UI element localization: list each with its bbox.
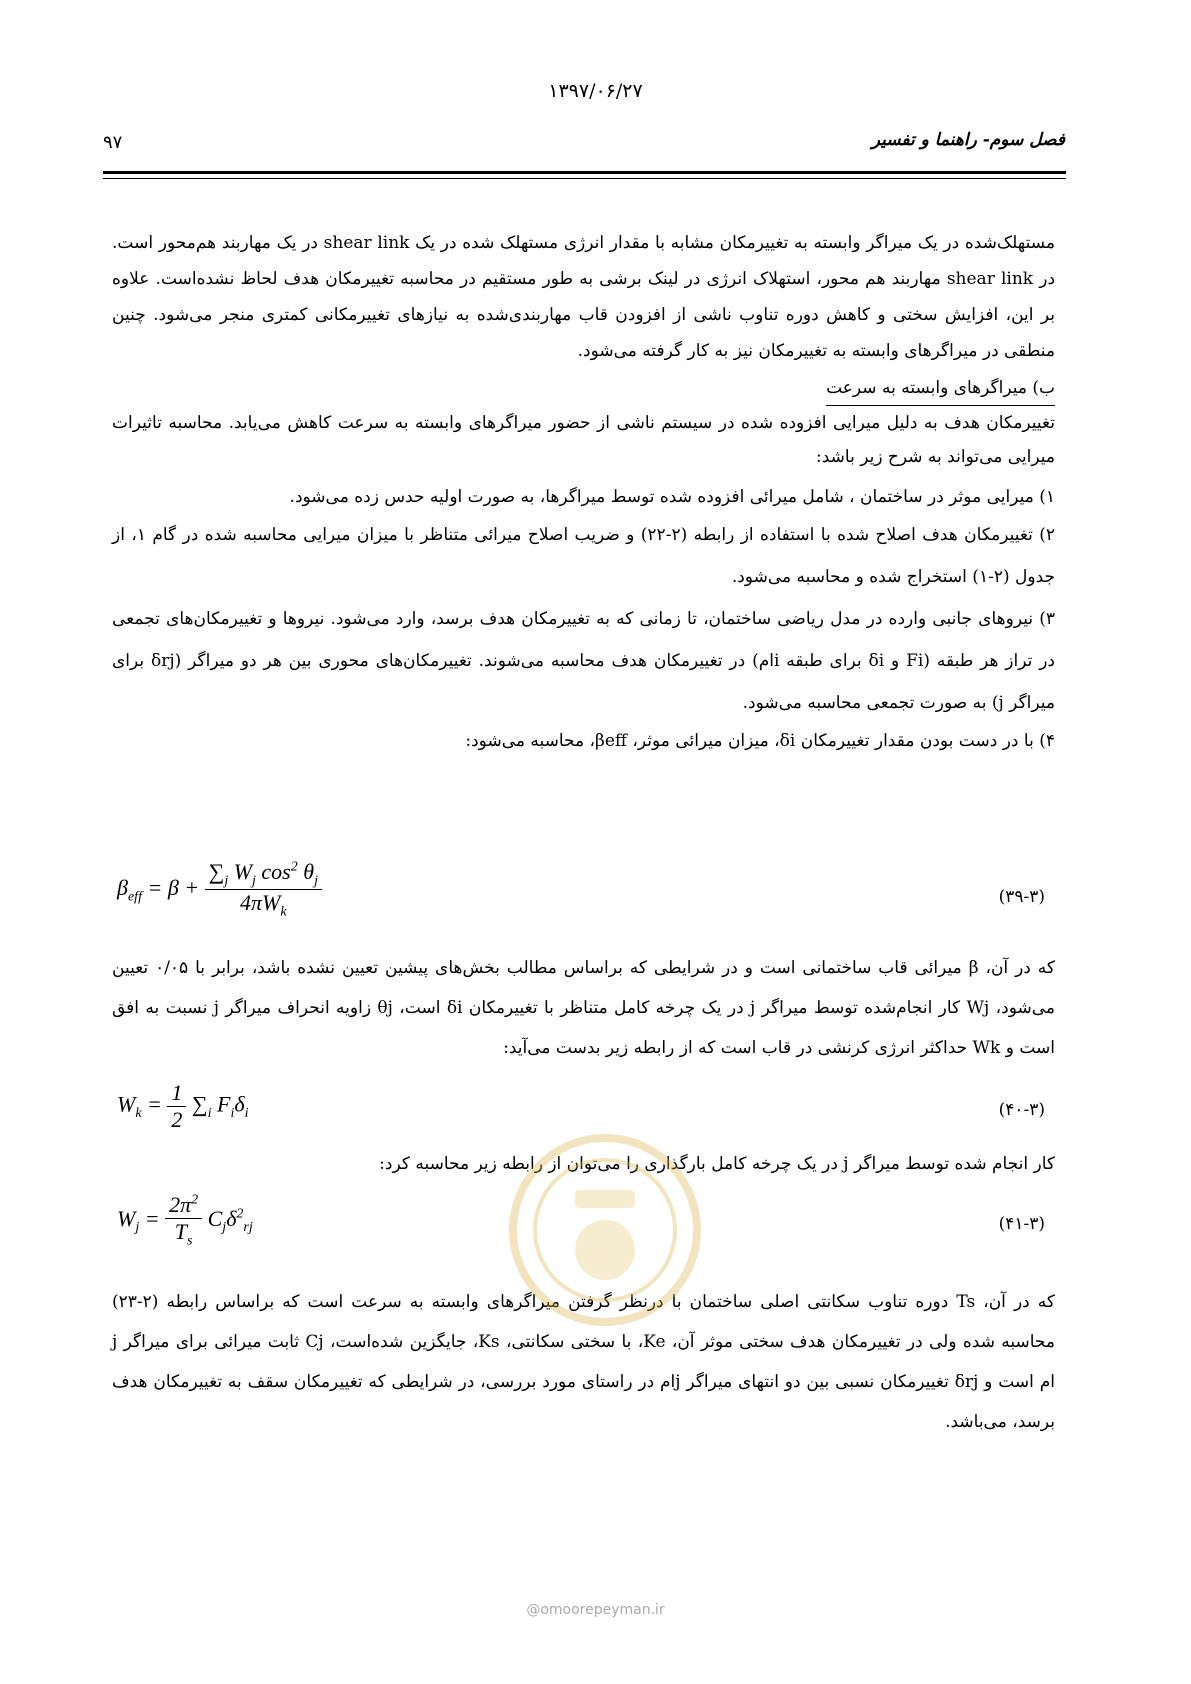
watermark-url: @omoorepeyman.ir <box>526 1602 665 1618</box>
step-2: ۲) تغییرمکان هدف اصلاح شده با استفاده از رابطه (۲-۲۲) و ضریب اصلاح میرائی متناظر با میزان میرایی محاسبه شده در گام ۱، از جدول (۲-۱) استخراج شده و محاسبه می‌شود. <box>112 525 1055 587</box>
paragraph-2: تغییرمکان هدف به دلیل میرایی افزوده شده در سیستم ناشی از حضور میراگرهای وابسته به سرعت کاهش می‌یابد. محاسبه تاثیرات میرایی می‌تواند به شرح زیر باشد: <box>112 413 1055 467</box>
paragraph-3: که در آن، β میرائی قاب ساختمانی است و در شرایطی که براساس مطالب بخش‌های پیشین تعیین نشده باشد، برابر با ۰/۰۵ تعیین می‌شود، Wj کار انجام‌شده توسط میراگر j در یک چرخه کامل متناظر با تغییرمکان δi است، θj زاویه انحراف میراگر j نسبت به افق است و Wk حداکثر انرژی کرنشی در قاب است که از رابطه زیر بدست می‌آید: <box>112 958 1055 1058</box>
page-date: ۱۳۹۷/۰۶/۲۷ <box>548 80 643 102</box>
paragraph-4: کار انجام شده توسط میراگر j در یک چرخه کامل بارگذاری را می‌توان از رابطه زیر محاسبه کرد: <box>379 1154 1055 1174</box>
equation-41-formula: $W_j$ = $\frac{2\pi^2}{T_s}$ $C_j\delta^2_{rj}$ <box>117 1192 253 1249</box>
equation-41-number: (۴۱-۳) <box>998 1214 1045 1234</box>
header-rule-thick <box>103 171 1066 174</box>
equation-40-formula: $W_k$ = $\frac{1}{2}$ $\sum_i$ $F_i\delta_i$ <box>117 1080 249 1132</box>
main-text <box>112 225 1055 758</box>
chapter-title: فصل سوم- راهنما و تفسیر <box>871 130 1065 150</box>
header-rule-thin <box>103 178 1066 179</box>
step-3: ۳) نیروهای جانبی وارده در مدل ریاضی ساختمان، تا زمانی که به تغییرمکان هدف برسد، وارد می‌شود. نیروها و تغییرمکان‌های تجمعی در تراز هر طبقه (Fi و δi برای طبقه iام) در تغییرمکان هدف محاسبه می‌شوند. تغییرمکان‌های محوری بین هر دو میراگر (δrj برای میراگر j) به صورت تجمعی محاسبه می‌شود. <box>112 609 1055 713</box>
step-4: ۴) با در دست بودن مقدار تغییرمکان δi، میزان میرائی موثر، βeff، محاسبه می‌شود: <box>465 731 1055 751</box>
equation-39 <box>112 855 1055 945</box>
subheading-velocity-dampers: ب) میراگرهای وابسته به سرعت <box>826 371 1055 406</box>
paragraph-5: که در آن، Ts دوره تناوب سکانتی اصلی ساختمان با درنظر گرفتن میراگرهای وابسته به سرعت است که براساس رابطه (۲-۲۳) محاسبه شده ولی در تغییرمکان هدف سختی موثر آن، Ke، با سختی سکانتی، Ks، جایگزین شده‌است، Cj ثابت میرائی برای میراگر j ام است و δrj تغییرمکان نسبی بین دو انتهای میراگر jام در راستای مورد بررسی، در شرایطی که تغییرمکان سقف به تغییرمکان هدف برسد، می‌باشد. <box>112 1292 1056 1432</box>
watermark-seal-icon <box>505 1130 705 1330</box>
equation-39-number: (۳۹-۳) <box>998 887 1045 907</box>
paragraph-1: مستهلک‌شده در یک میراگر وابسته به تغییرمکان مشابه با مقدار انرژی مستهلک شده در یک shear link در یک مهاربند هم‌محور است. در shear link مهاربند هم محور، استهلاک انرژی در لینک برشی به طور مستقیم در محاسبه تغییرمکان هدف لحاظ نشده‌است. علاوه بر این، افزایش سختی و کاهش دوره تناوب ناشی از افزودن قاب مهاربندی‌شده به نیازهای تغییرمکانی کمتری منجر می‌شود. چنین منطقی در میراگرهای وابسته به تغییرمکان نیز به کار گرفته می‌شود. <box>112 233 1056 361</box>
equation-39-formula: $\beta_{eff} = \beta$ + $\frac{\sum_j W_j \cos^2 \theta_j}{4\pi W_k}$ <box>117 859 322 921</box>
equation-40-number: (۴۰-۳) <box>998 1100 1045 1120</box>
page-number: ۹۷ <box>103 132 123 153</box>
step-1: ۱) میرایی موثر در ساختمان ، شامل میرائی افزوده شده توسط میراگرها، به صورت اولیه حدس زده می‌شود. <box>289 487 1055 507</box>
